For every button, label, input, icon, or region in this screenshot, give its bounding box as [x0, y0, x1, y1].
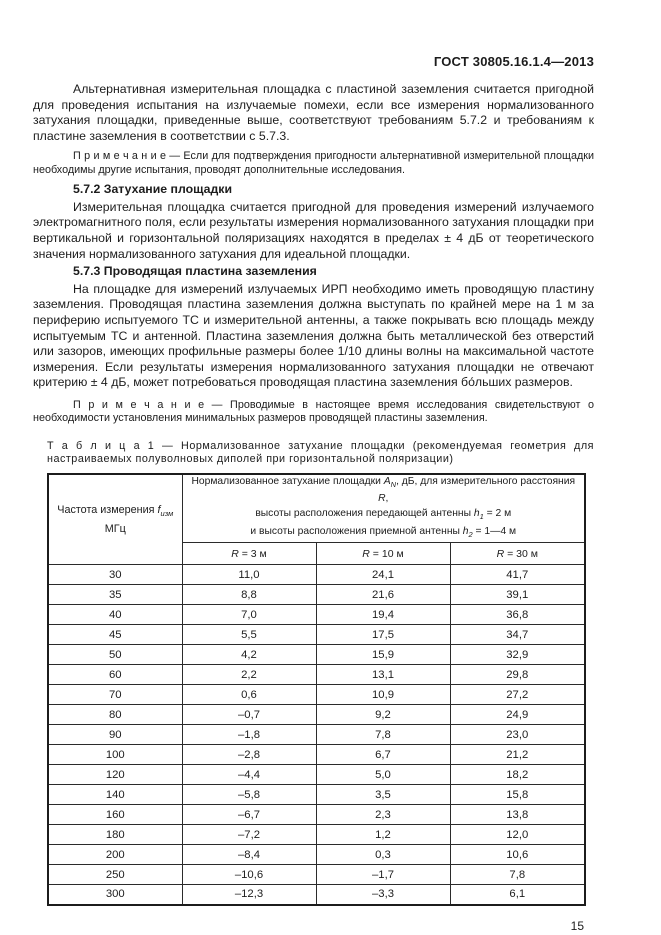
symbol-h2: $h_2$ [462, 525, 473, 539]
cell-frequency: 70 [48, 685, 182, 705]
paragraph-5-7-3: На площадке для измерений излучаемых ИРП необходимо иметь проводящую пластину заземления. Проводящая пластина заземления должна выступать по крайней мере на 1 м за периферию испытуемого ТС и измерительной антенны, а также покрывать всю площадь между испытуемым ТС и антенной. Пластина заземления должна быть металлической без отверстий или зазоров, имеющих профильные размеры более 1/10 длины волны на максимальной частоте измерения. Если результаты измерения нормализованного затухания площадки не отвечают критерию ± 4 дБ, может потребоваться проводящая пластина заземления бо́льших размеров. [33, 281, 594, 390]
paragraph-alt-site: Альтернативная измерительная площадка с пластиной заземления считается пригодной для проведения испытания на излучаемые помехи, если все измерения нормализованного затухания площадки, приведенные выше, соответствуют требованиям 5.7.2 и требованиям к пластине заземления в соответствии с 5.7.3. [33, 82, 594, 143]
table-row [48, 865, 585, 885]
cell-frequency: 90 [48, 725, 182, 745]
cell-r10: 15,9 [316, 645, 450, 665]
table-row [48, 665, 585, 685]
table-row [48, 685, 585, 705]
note-2: П р и м е ч а н и е — Проводимые в настоящее время исследования свидетельствуют о необходимости установления минимальных размеров проводящей пластины заземления. [33, 398, 594, 425]
cell-r3: 2,2 [182, 665, 316, 685]
cell-r3: –6,7 [182, 805, 316, 825]
cell-r10: 5,0 [316, 765, 450, 785]
cell-r3: –8,4 [182, 845, 316, 865]
cell-r3: 7,0 [182, 605, 316, 625]
table-row [48, 785, 585, 805]
table-row [48, 605, 585, 625]
cell-r3: –4,4 [182, 765, 316, 785]
cell-r30: 29,8 [450, 665, 585, 685]
cell-frequency: 100 [48, 745, 182, 765]
cell-r10: 9,2 [316, 705, 450, 725]
cell-r10: 13,1 [316, 665, 450, 685]
cell-r30: 13,8 [450, 805, 585, 825]
cell-r3: 11,0 [182, 565, 316, 585]
cell-r10: 3,5 [316, 785, 450, 805]
heading-5-7-2: 5.7.2 Затухание площадки [73, 182, 233, 197]
cell-r3: –5,8 [182, 785, 316, 805]
cell-r30: 36,8 [450, 605, 585, 625]
cell-frequency: 120 [48, 765, 182, 785]
table-row [48, 625, 585, 645]
cell-r3: –7,2 [182, 825, 316, 845]
table-row [48, 845, 585, 865]
cell-r10: 7,8 [316, 725, 450, 745]
table-row [48, 765, 585, 785]
cell-r3: 8,8 [182, 585, 316, 605]
cell-r3: –10,6 [182, 865, 316, 885]
cell-r3: 4,2 [182, 645, 316, 665]
cell-r10: –3,3 [316, 885, 450, 905]
cell-frequency: 80 [48, 705, 182, 725]
cell-r30: 21,2 [450, 745, 585, 765]
cell-r3: 5,5 [182, 625, 316, 645]
freq-header-text: Частота измерения [57, 504, 158, 517]
table-row [48, 565, 585, 585]
cell-frequency: 300 [48, 885, 182, 905]
paragraph-5-7-2: Измерительная площадка считается пригодной для проведения измерений излучаемого электромагнитного поля, если результаты измерения нормализованного затухания площадки при вертикальной и горизонтальной поляризациях находятся в пределах ± 4 дБ от теоретического значения нормализованного затухания для идеальной площадки. [33, 199, 594, 261]
cell-r30: 18,2 [450, 765, 585, 785]
cell-r30: 32,9 [450, 645, 585, 665]
cell-r30: 34,7 [450, 625, 585, 645]
cell-frequency: 60 [48, 665, 182, 685]
cell-r10: 6,7 [316, 745, 450, 765]
freq-header-unit: МГц [104, 522, 126, 535]
nsa-table [47, 473, 586, 906]
table-row [48, 885, 585, 905]
cell-frequency: 30 [48, 565, 182, 585]
cell-frequency: 250 [48, 865, 182, 885]
cell-r30: 41,7 [450, 565, 585, 585]
cell-r30: 24,9 [450, 705, 585, 725]
cell-r30: 23,0 [450, 725, 585, 745]
cell-r10: 17,5 [316, 625, 450, 645]
col-header-r10: R = 10 м [316, 543, 450, 565]
doc-number-header: ГОСТ 30805.16.1.4—2013 [433, 54, 594, 69]
cell-r10: 0,3 [316, 845, 450, 865]
cell-r30: 27,2 [450, 685, 585, 705]
col-header-frequency [48, 474, 182, 565]
cell-r3: –1,8 [182, 725, 316, 745]
table-row [48, 805, 585, 825]
cell-r10: 2,3 [316, 805, 450, 825]
nsa-table-body [48, 565, 585, 905]
table-caption-text: Т а б л и ц а 1 — Нормализованное затухание площадки (рекомендуемая геометрия для настраиваемых полуволновых диполей при горизонтальной поляризации) [47, 439, 594, 466]
note-1: П р и м е ч а н и е — Если для подтверждения пригодности альтернативной измерительной площадки необходимы другие испытания, проводят дополнительные исследования. [33, 150, 594, 176]
cell-r10: 10,9 [316, 685, 450, 705]
cell-frequency: 200 [48, 845, 182, 865]
cell-r30: 10,6 [450, 845, 585, 865]
cell-r30: 39,1 [450, 585, 585, 605]
cell-r30: 7,8 [450, 865, 585, 885]
cell-r3: 0,6 [182, 685, 316, 705]
col-header-attenuation: Нормализованное затухание площадки $A_N$, дБ, для измерительного расстояния R, высоты расположения передающей антенны $h_1 = 2$ м и высоты расположения приемной антенны $h_2$ = 1—4 м [182, 474, 585, 543]
cell-r10: 24,1 [316, 565, 450, 585]
col-header-r3: R = 3 м [182, 543, 316, 565]
table-row [48, 705, 585, 725]
table-row [48, 725, 585, 745]
cell-r10: –1,7 [316, 865, 450, 885]
cell-r10: 1,2 [316, 825, 450, 845]
cell-r10: 19,4 [316, 605, 450, 625]
cell-frequency: 140 [48, 785, 182, 805]
cell-r10: 21,6 [316, 585, 450, 605]
cell-frequency: 160 [48, 805, 182, 825]
symbol-h1: $h_1$ [473, 507, 484, 521]
cell-frequency: 45 [48, 625, 182, 645]
cell-r30: 6,1 [450, 885, 585, 905]
symbol-R: R [378, 493, 386, 505]
col-header-r30: R = 30 м [450, 543, 585, 565]
nsa-table-header [48, 474, 585, 565]
cell-frequency: 40 [48, 605, 182, 625]
table-row [48, 745, 585, 765]
cell-r3: –0,7 [182, 705, 316, 725]
symbol-A-N: $A_N$ [383, 475, 397, 489]
heading-5-7-3: 5.7.3 Проводящая пластина заземления [73, 264, 317, 279]
cell-frequency: 50 [48, 645, 182, 665]
cell-r30: 12,0 [450, 825, 585, 845]
table-row [48, 585, 585, 605]
table-caption [47, 440, 594, 467]
symbol-f-izm: $f_{изм}$ [157, 504, 174, 519]
page-number: 15 [570, 918, 584, 933]
cell-r3: –12,3 [182, 885, 316, 905]
cell-frequency: 35 [48, 585, 182, 605]
cell-r3: –2,8 [182, 745, 316, 765]
cell-r30: 15,8 [450, 785, 585, 805]
cell-frequency: 180 [48, 825, 182, 845]
table-row [48, 825, 585, 845]
table-row [48, 645, 585, 665]
